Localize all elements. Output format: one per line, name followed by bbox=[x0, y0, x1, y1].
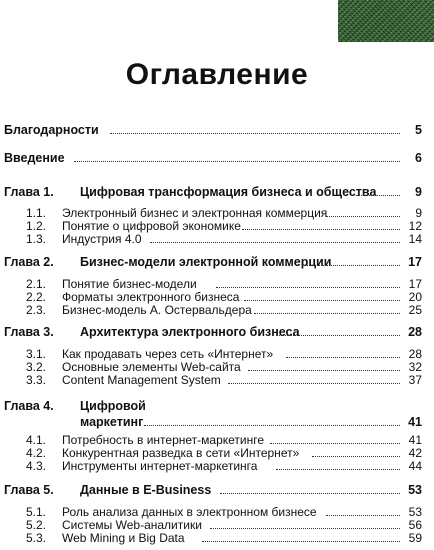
section-number: 2.2. bbox=[26, 290, 47, 304]
toc-section-5-2[interactable] bbox=[4, 518, 422, 532]
dot-leader bbox=[312, 456, 400, 457]
toc-page-number: 28 bbox=[408, 347, 422, 361]
section-title: Понятие бизнес-модели bbox=[62, 277, 197, 291]
section-title: Web Mining и Big Data bbox=[62, 531, 185, 545]
toc-section-3-2[interactable] bbox=[4, 360, 422, 374]
chapter-title: Бизнес-модели электронной коммерции bbox=[80, 255, 332, 269]
toc-page-number: 20 bbox=[408, 290, 422, 304]
section-number: 2.1. bbox=[26, 277, 47, 291]
section-title: Конкурентная разведка в сети «Интернет» bbox=[62, 446, 300, 460]
dot-leader bbox=[150, 242, 400, 243]
section-number: 3.1. bbox=[26, 347, 47, 361]
section-title: Индустрия 4.0 bbox=[62, 232, 142, 246]
dot-leader bbox=[276, 335, 400, 336]
toc-page-number: 37 bbox=[408, 373, 422, 387]
toc-page-number: 56 bbox=[408, 518, 422, 532]
chapter-number: Глава 2. bbox=[4, 255, 54, 269]
toc-page-number: 25 bbox=[408, 303, 422, 317]
dot-leader bbox=[304, 265, 400, 266]
toc-page-number: 6 bbox=[415, 151, 422, 165]
chapter-title: Архитектура электронного бизнеса bbox=[80, 325, 300, 339]
chapter-title-line-1: Цифровой bbox=[80, 399, 146, 413]
toc-chapter-5[interactable] bbox=[4, 483, 422, 497]
page-title: Оглавление bbox=[125, 58, 309, 91]
section-title: Понятие о цифровой экономике bbox=[62, 219, 241, 233]
dot-leader bbox=[254, 313, 400, 314]
section-title: Потребность в интернет-маркетинге bbox=[62, 433, 265, 447]
section-title: Бизнес-модель А. Остервальдера bbox=[62, 303, 252, 317]
toc-section-3-1[interactable] bbox=[4, 347, 422, 361]
toc-page-number: 28 bbox=[408, 325, 422, 339]
section-number: 1.2. bbox=[26, 219, 47, 233]
section-number: 3.2. bbox=[26, 360, 47, 374]
toc-chapter-1[interactable] bbox=[4, 185, 422, 199]
dot-leader bbox=[326, 515, 400, 516]
toc-entry-introduction[interactable] bbox=[4, 151, 422, 165]
toc-page-number: 42 bbox=[408, 446, 422, 460]
section-number: 5.1. bbox=[26, 505, 47, 519]
toc-page-number: 12 bbox=[408, 219, 422, 233]
toc-chapter-3[interactable] bbox=[4, 325, 422, 339]
dot-leader bbox=[228, 383, 400, 384]
section-number: 4.1. bbox=[26, 433, 47, 447]
dot-leader bbox=[216, 287, 400, 288]
chapter-title-line-2: маркетинг bbox=[80, 415, 144, 429]
dot-leader bbox=[202, 541, 400, 542]
toc-entry-label: Благодарности bbox=[4, 123, 99, 137]
chapter-number: Глава 1. bbox=[4, 185, 54, 199]
section-title: Электронный бизнес и электронная коммерция bbox=[62, 206, 328, 220]
dot-leader bbox=[286, 357, 400, 358]
toc-page-number: 32 bbox=[408, 360, 422, 374]
section-title: Системы Web-аналитики bbox=[62, 518, 202, 532]
section-title: Content Management System bbox=[62, 373, 221, 387]
section-number: 1.1. bbox=[26, 206, 47, 220]
section-number: 4.2. bbox=[26, 446, 47, 460]
toc-page-number: 5 bbox=[415, 123, 422, 137]
section-number: 5.3. bbox=[26, 531, 47, 545]
section-title: Основные элементы Web-сайта bbox=[62, 360, 241, 374]
dot-leader bbox=[74, 161, 400, 162]
dot-leader bbox=[326, 216, 400, 217]
chapter-number: Глава 5. bbox=[4, 483, 54, 497]
section-number: 4.3. bbox=[26, 459, 47, 473]
toc-chapter-2[interactable] bbox=[4, 255, 422, 269]
toc-entry-acknowledgements[interactable] bbox=[4, 123, 422, 137]
toc-page-number: 41 bbox=[408, 433, 422, 447]
toc-entry-label: Введение bbox=[4, 151, 65, 165]
toc-section-2-2[interactable] bbox=[4, 290, 422, 304]
toc-section-5-1[interactable] bbox=[4, 505, 422, 519]
section-title: Инструменты интернет-маркетинга bbox=[62, 459, 258, 473]
section-number: 1.3. bbox=[26, 232, 47, 246]
dot-leader bbox=[242, 229, 400, 230]
dot-leader bbox=[244, 300, 400, 301]
toc-page-number: 59 bbox=[408, 531, 422, 545]
section-number: 5.2. bbox=[26, 518, 47, 532]
toc-page-number: 17 bbox=[408, 277, 422, 291]
dot-leader bbox=[144, 425, 400, 426]
toc-page-number: 9 bbox=[415, 185, 422, 199]
toc-section-1-1[interactable] bbox=[4, 206, 422, 220]
chapter-title: Данные в E-Business bbox=[80, 483, 212, 497]
toc-page-number: 9 bbox=[415, 206, 422, 220]
chapter-title: Цифровая трансформация бизнеса и общества bbox=[80, 185, 377, 199]
dot-leader bbox=[356, 195, 400, 196]
toc-section-2-3[interactable] bbox=[4, 303, 422, 317]
toc-section-1-2[interactable] bbox=[4, 219, 422, 233]
section-title: Форматы электронного бизнеса bbox=[62, 290, 240, 304]
toc-page-number: 44 bbox=[408, 459, 422, 473]
toc-page-number: 53 bbox=[408, 483, 422, 497]
cover-texture-image bbox=[338, 0, 434, 42]
chapter-number: Глава 4. bbox=[4, 399, 54, 413]
toc-section-1-3[interactable] bbox=[4, 232, 422, 246]
dot-leader bbox=[276, 469, 400, 470]
section-number: 3.3. bbox=[26, 373, 47, 387]
toc-section-4-1[interactable] bbox=[4, 433, 422, 447]
section-title: Роль анализа данных в электронном бизнесе bbox=[62, 505, 317, 519]
toc-section-4-3[interactable] bbox=[4, 459, 422, 473]
toc-chapter-4[interactable] bbox=[4, 399, 422, 433]
dot-leader bbox=[210, 528, 400, 529]
section-title: Как продавать через сеть «Интернет» bbox=[62, 347, 274, 361]
chapter-number: Глава 3. bbox=[4, 325, 54, 339]
dot-leader bbox=[270, 443, 400, 444]
toc-section-5-3[interactable] bbox=[4, 531, 422, 545]
toc-page-number: 17 bbox=[408, 255, 422, 269]
section-number: 2.3. bbox=[26, 303, 47, 317]
toc-section-2-1[interactable] bbox=[4, 277, 422, 291]
toc-page-number: 41 bbox=[408, 415, 422, 429]
dot-leader bbox=[110, 133, 400, 134]
toc-page-number: 53 bbox=[408, 505, 422, 519]
toc-section-4-2[interactable] bbox=[4, 446, 422, 460]
toc-page-number: 14 bbox=[408, 232, 422, 246]
toc-section-3-3[interactable] bbox=[4, 373, 422, 387]
dot-leader bbox=[248, 370, 400, 371]
dot-leader bbox=[220, 493, 400, 494]
